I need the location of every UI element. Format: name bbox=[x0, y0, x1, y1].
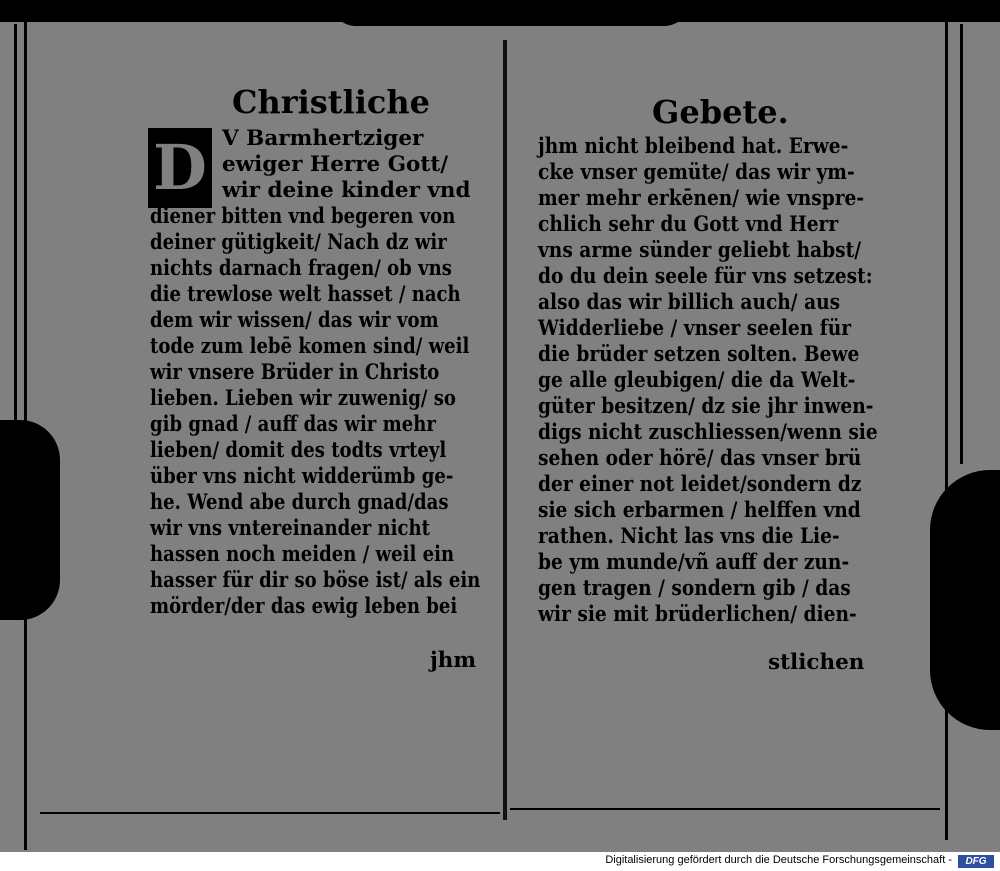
text-line: der einer not leidet/sondern dz bbox=[538, 472, 862, 497]
text-line: sehen oder hörē/ das vnser brü bbox=[538, 446, 862, 471]
text-line: deiner gütigkeit/ Nach dz wir bbox=[150, 230, 447, 255]
text-line: be ym munde/vñ auff der zun- bbox=[538, 550, 850, 575]
text-line: gen tragen / sondern gib / das bbox=[538, 576, 851, 601]
text-line: ewiger Herre Gott/ bbox=[222, 152, 449, 177]
text-line: vns arme sünder geliebt habst/ bbox=[538, 238, 862, 263]
text-line: über vns nicht widderümb ge- bbox=[150, 464, 454, 489]
text-line: tode zum lebē komen sind/ weil bbox=[150, 334, 470, 359]
text-line: lieben. Lieben wir zuwenig/ so bbox=[150, 386, 456, 411]
text-line: hassen noch meiden / weil ein bbox=[150, 542, 455, 567]
text-line: do du dein seele für vns setzest: bbox=[538, 264, 873, 289]
text-line: Widderliebe / vnser seelen für bbox=[538, 316, 852, 341]
page-bottom-edge-left bbox=[40, 812, 500, 814]
left-catchword: jhm bbox=[430, 648, 477, 673]
text-line: wir sie mit brüderlichen/ dien- bbox=[538, 602, 857, 627]
left-text-body bbox=[150, 204, 543, 620]
right-running-head: Gebete. bbox=[652, 93, 789, 131]
text-line: güter besitzen/ dz sie jhr inwen- bbox=[538, 394, 874, 419]
right-catchword: stlichen bbox=[768, 650, 865, 675]
text-line: wir deine kinder vnd bbox=[222, 178, 471, 203]
text-line: diener bitten vnd begeren von bbox=[150, 204, 456, 229]
text-line: wir vnsere Brüder in Christo bbox=[150, 360, 440, 385]
left-text-head bbox=[222, 126, 471, 204]
text-line: nichts darnach fragen/ ob vns bbox=[150, 256, 452, 281]
text-line: digs nicht zuschliessen/wenn sie bbox=[538, 420, 878, 445]
text-line: ge alle gleubigen/ die da Welt- bbox=[538, 368, 856, 393]
text-line: cke vnser gemüte/ das wir ym- bbox=[538, 160, 855, 185]
text-line: hasser für dir so böse ist/ als ein bbox=[150, 568, 481, 593]
right-text-body bbox=[538, 134, 931, 628]
text-line: sie sich erbarmen / helffen vnd bbox=[538, 498, 861, 523]
text-line: rathen. Nicht las vns die Lie- bbox=[538, 524, 840, 549]
text-line: mer mehr erkēnen/ wie vnspre- bbox=[538, 186, 865, 211]
text-line: he. Wend abe durch gnad/das bbox=[150, 490, 449, 515]
text-line: die trewlose welt hasset / nach bbox=[150, 282, 461, 307]
page-edge-left bbox=[14, 24, 17, 424]
footer-bar bbox=[0, 852, 1000, 871]
page-edge-right bbox=[960, 24, 963, 464]
dfg-logo[interactable]: DFG bbox=[958, 855, 994, 868]
text-line: wir vns vntereinander nicht bbox=[150, 516, 430, 541]
text-line: mörder/der das ewig leben bei bbox=[150, 594, 458, 619]
text-line: dem wir wissen/ das wir vom bbox=[150, 308, 439, 333]
page-bottom-edge-right bbox=[510, 808, 940, 810]
text-line: jhm nicht bleibend hat. Erwe- bbox=[538, 134, 849, 159]
text-line: gib gnad / auff das wir mehr bbox=[150, 412, 436, 437]
text-line: also das wir billich auch/ aus bbox=[538, 290, 841, 315]
left-running-head: Christliche bbox=[232, 83, 430, 121]
text-line: die brüder setzen solten. Bewe bbox=[538, 342, 860, 367]
text-line: lieben/ domit des todts vrteyl bbox=[150, 438, 447, 463]
text-line: V Barmhertziger bbox=[222, 126, 424, 151]
text-line: chlich sehr du Gott vnd Herr bbox=[538, 212, 839, 237]
funding-credit: Digitalisierung gefördert durch die Deutsche Forschungsgemeinschaft - bbox=[605, 854, 952, 866]
decorated-initial: D bbox=[148, 128, 212, 208]
